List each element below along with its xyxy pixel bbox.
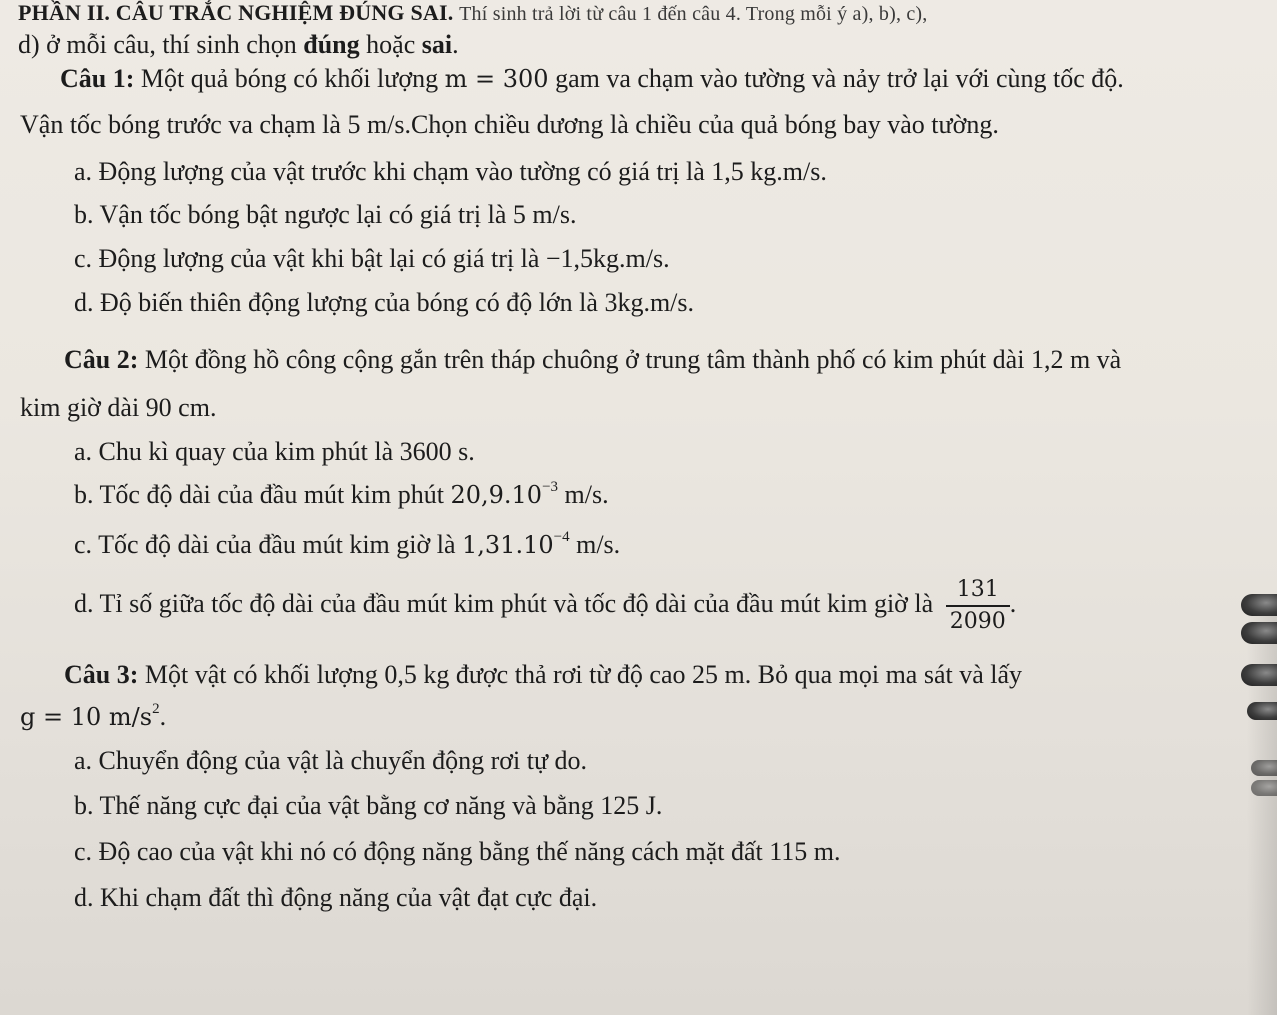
q2-stem-text: Một đồng hồ công cộng gắn trên tháp chuông ở trung tâm thành phố có kim phút dài 1,2 m và: [138, 345, 1122, 374]
q3-gravity-expr: [20, 702, 166, 732]
instruction-bold-false: sai: [421, 30, 453, 59]
q2-option-b-unit: m/s.: [558, 480, 609, 509]
q1-option-b: b. Vận tốc bóng bật ngược lại có giá trị là 5 m/s.: [74, 200, 577, 229]
instruction-text: d) ở mỗi câu, thí sinh chọn: [18, 30, 304, 59]
q2-stem-line1: [64, 345, 1121, 375]
q2-option-b: [74, 480, 609, 510]
q2-ratio-fraction: [946, 577, 1010, 635]
q1-option-c: c. Động lượng của vật khi bật lại có giá trị là −1,5kg.m/s.: [74, 244, 670, 273]
q1-option-a: a. Động lượng của vật trước khi chạm vào tường có giá trị là 1,5 kg.m/s.: [74, 157, 827, 186]
q3-option-a: a. Chuyển động của vật là chuyển động rơi tự do.: [74, 746, 588, 775]
q2-option-b-exponent: −3: [542, 479, 559, 496]
q3-gravity-end: .: [159, 702, 167, 731]
section-instruction: [18, 30, 459, 60]
binder-ring-icon: [1251, 760, 1277, 776]
instruction-end: .: [452, 30, 459, 59]
q3-option-d: d. Khi chạm đất thì động năng của vật đạt cực đại.: [74, 883, 598, 912]
q2-option-a: a. Chu kì quay của kim phút là 3600 s.: [74, 437, 475, 466]
q2-option-c-value: 1,31.10: [462, 531, 554, 559]
binder-ring-icon: [1241, 622, 1277, 644]
q3-stem-text: Một vật có khối lượng 0,5 kg được thả rơi từ độ cao 25 m. Bỏ qua mọi ma sát và lấy: [138, 660, 1023, 689]
q3-stem-line1: [64, 660, 1022, 690]
q2-option-c-unit: m/s.: [569, 530, 621, 559]
q2-option-c-exponent: −4: [553, 529, 570, 546]
page-edge-shadow: [1247, 600, 1277, 1015]
binder-ring-icon: [1241, 594, 1277, 616]
q1-stem-line2: Vận tốc bóng trước va chạm là 5 m/s.Chọn chiều dương là chiều của quả bóng bay vào tường.: [20, 110, 999, 139]
section-header-rest: Thí sinh trả lời từ câu 1 đến câu 4. Trong mỗi ý a), b), c),: [459, 3, 928, 25]
q1-stem-line1: [60, 64, 1124, 94]
section-header: [18, 0, 927, 29]
q1-option-d: d. Độ biến thiên động lượng của bóng có độ lớn là 3kg.m/s.: [74, 288, 695, 317]
q2-option-d-end: .: [1009, 589, 1017, 618]
q1-stem-text: Một quả bóng có khối lượng: [134, 64, 445, 93]
q3-label: Câu 3:: [64, 660, 139, 689]
q2-stem-line2: kim giờ dài 90 cm.: [20, 393, 217, 422]
section-title: PHẦN II. CÂU TRẮC NGHIỆM ĐÚNG SAI.: [18, 0, 454, 25]
instruction-bold-true: đúng: [303, 30, 360, 59]
instruction-text-mid: hoặc: [359, 30, 422, 59]
q3-option-c: c. Độ cao của vật khi nó có động năng bằng thế năng cách mặt đất 115 m.: [74, 837, 841, 866]
q1-mass-expr: m = 300: [444, 65, 549, 93]
q2-option-b-text: b. Tốc độ dài của đầu mút kim phút: [74, 480, 451, 509]
q1-label: Câu 1:: [60, 64, 135, 93]
q2-option-c-text: c. Tốc độ dài của đầu mút kim giờ là: [74, 530, 463, 559]
q2-option-d: [74, 576, 1016, 635]
q2-option-c: [74, 530, 620, 560]
q3-gravity-exponent: 2: [152, 701, 160, 718]
q2-option-d-text: d. Tỉ số giữa tốc độ dài của đầu mút kim phút và tốc độ dài của đầu mút kim giờ là: [74, 589, 934, 618]
q1-stem-text-end: gam va chạm vào tường và nảy trở lại với cùng tốc độ.: [548, 64, 1124, 93]
binder-ring-icon: [1251, 780, 1277, 796]
q3-option-b: b. Thế năng cực đại của vật bằng cơ năng và bằng 125 J.: [74, 791, 663, 820]
fraction-denominator: 2090: [949, 609, 1006, 635]
q3-gravity-value: g = 10 m/s: [20, 703, 153, 731]
q2-label: Câu 2:: [64, 345, 139, 374]
binder-ring-icon: [1247, 702, 1277, 720]
binder-ring-icon: [1241, 664, 1277, 686]
q2-option-b-value: 20,9.10: [450, 481, 543, 509]
fraction-numerator: 131: [946, 577, 1010, 607]
